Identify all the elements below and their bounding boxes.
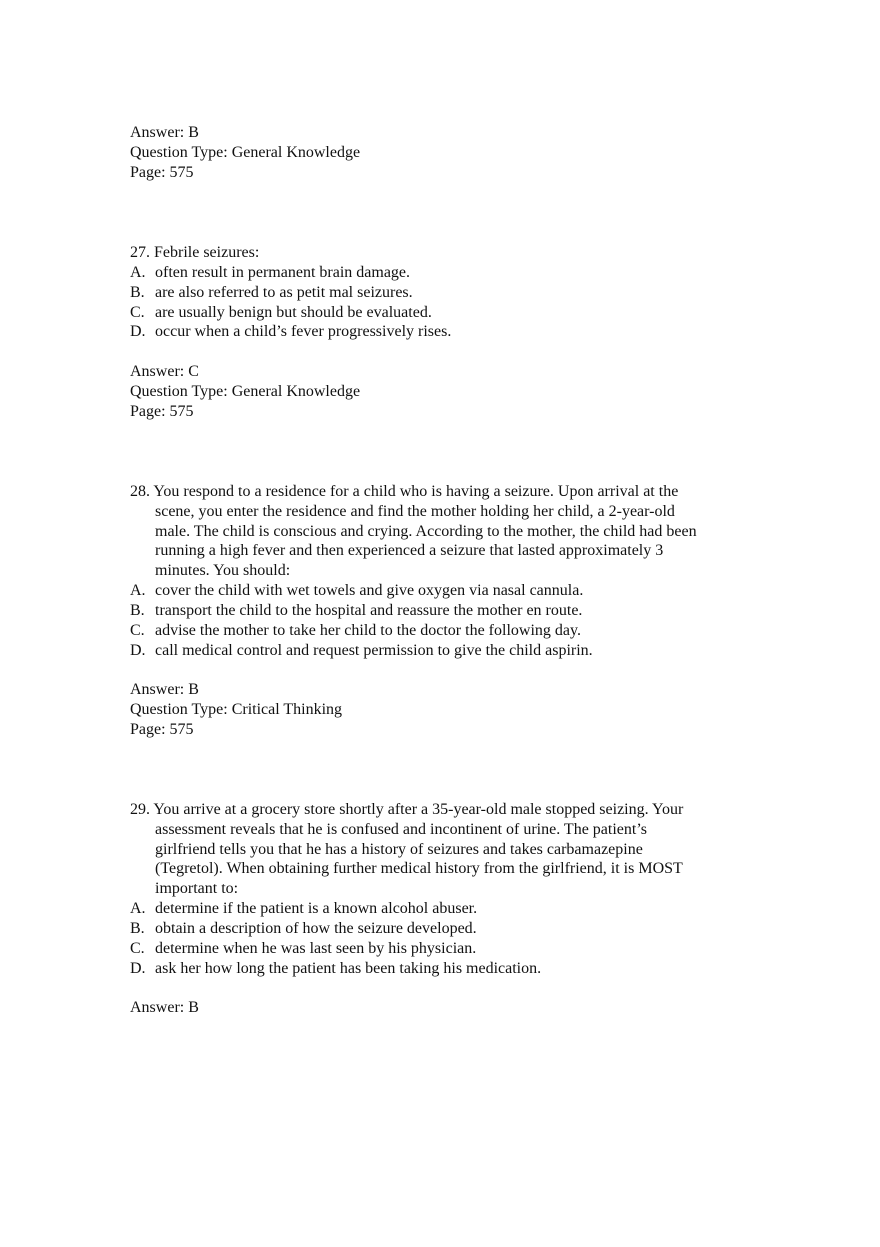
option-letter: A. (130, 900, 146, 917)
q27-option-d (130, 322, 451, 342)
option-letter: A. (130, 264, 146, 281)
q27-option-c (130, 303, 432, 323)
option-text: determine if the patient is a known alcohol abuser. (155, 900, 478, 917)
option-text: occur when a child’s fever progressively rises. (155, 323, 452, 340)
q27-page: Page: 575 (130, 403, 194, 420)
option-text: transport the child to the hospital and reassure the mother en route. (155, 602, 583, 619)
option-text: cover the child with wet towels and give oxygen via nasal cannula. (155, 582, 584, 599)
q29-option-c (130, 939, 476, 959)
option-letter: A. (130, 582, 146, 599)
q27-answer: Answer: C (130, 363, 199, 380)
q28-option-c (130, 621, 581, 641)
q27-question-type: Question Type: General Knowledge (130, 383, 361, 400)
q29-stem-line: 29. You arrive at a grocery store shortly after a 35-year-old male stopped seizing. Your (130, 801, 684, 818)
option-letter: D. (130, 960, 146, 977)
prev-page: Page: 575 (130, 164, 194, 181)
option-text: determine when he was last seen by his physician. (155, 940, 477, 957)
option-text: ask her how long the patient has been taking his medication. (155, 960, 542, 977)
option-text: are usually benign but should be evaluated. (155, 304, 432, 321)
q28-stem-line: 28. You respond to a residence for a child who is having a seizure. Upon arrival at the (130, 483, 679, 500)
option-letter: C. (130, 622, 145, 639)
option-text: are also referred to as petit mal seizures. (155, 284, 413, 301)
q27-stem: 27. Febrile seizures: (130, 244, 260, 261)
q29-option-d (130, 959, 541, 979)
q28-stem-line: minutes. You should: (155, 562, 291, 579)
q29-stem-line: girlfriend tells you that he has a history of seizures and takes carbamazepine (155, 841, 643, 858)
q29-option-a (130, 899, 477, 919)
option-letter: C. (130, 304, 145, 321)
option-letter: B. (130, 284, 145, 301)
q28-stem-line: running a high fever and then experienced a seizure that lasted approximately 3 (155, 542, 664, 559)
q28-answer: Answer: B (130, 681, 199, 698)
option-text: call medical control and request permission to give the child aspirin. (155, 642, 593, 659)
option-letter: B. (130, 602, 145, 619)
q28-stem-line: scene, you enter the residence and find the mother holding her child, a 2-year-old (155, 503, 675, 520)
option-letter: C. (130, 940, 145, 957)
q28-question-type: Question Type: Critical Thinking (130, 701, 343, 718)
option-letter: D. (130, 642, 146, 659)
q29-option-b (130, 919, 477, 939)
option-letter: D. (130, 323, 146, 340)
q28-page: Page: 575 (130, 721, 194, 738)
prev-question-type: Question Type: General Knowledge (130, 144, 361, 161)
q27-option-a (130, 263, 410, 283)
option-text: often result in permanent brain damage. (155, 264, 411, 281)
q28-option-b (130, 601, 582, 621)
option-letter: B. (130, 920, 145, 937)
prev-answer: Answer: B (130, 124, 199, 141)
q29-stem-line: important to: (155, 880, 239, 897)
q29-answer: Answer: B (130, 999, 199, 1016)
q29-stem-line: (Tegretol). When obtaining further medical history from the girlfriend, it is MOST (155, 860, 683, 877)
q28-stem-line: male. The child is conscious and crying. According to the mother, the child had been (155, 523, 697, 540)
q28-option-a (130, 581, 583, 601)
q28-option-d (130, 641, 593, 661)
option-text: obtain a description of how the seizure developed. (155, 920, 477, 937)
q27-option-b (130, 283, 413, 303)
q29-stem-line: assessment reveals that he is confused and incontinent of urine. The patient’s (155, 821, 648, 838)
option-text: advise the mother to take her child to the doctor the following day. (155, 622, 581, 639)
